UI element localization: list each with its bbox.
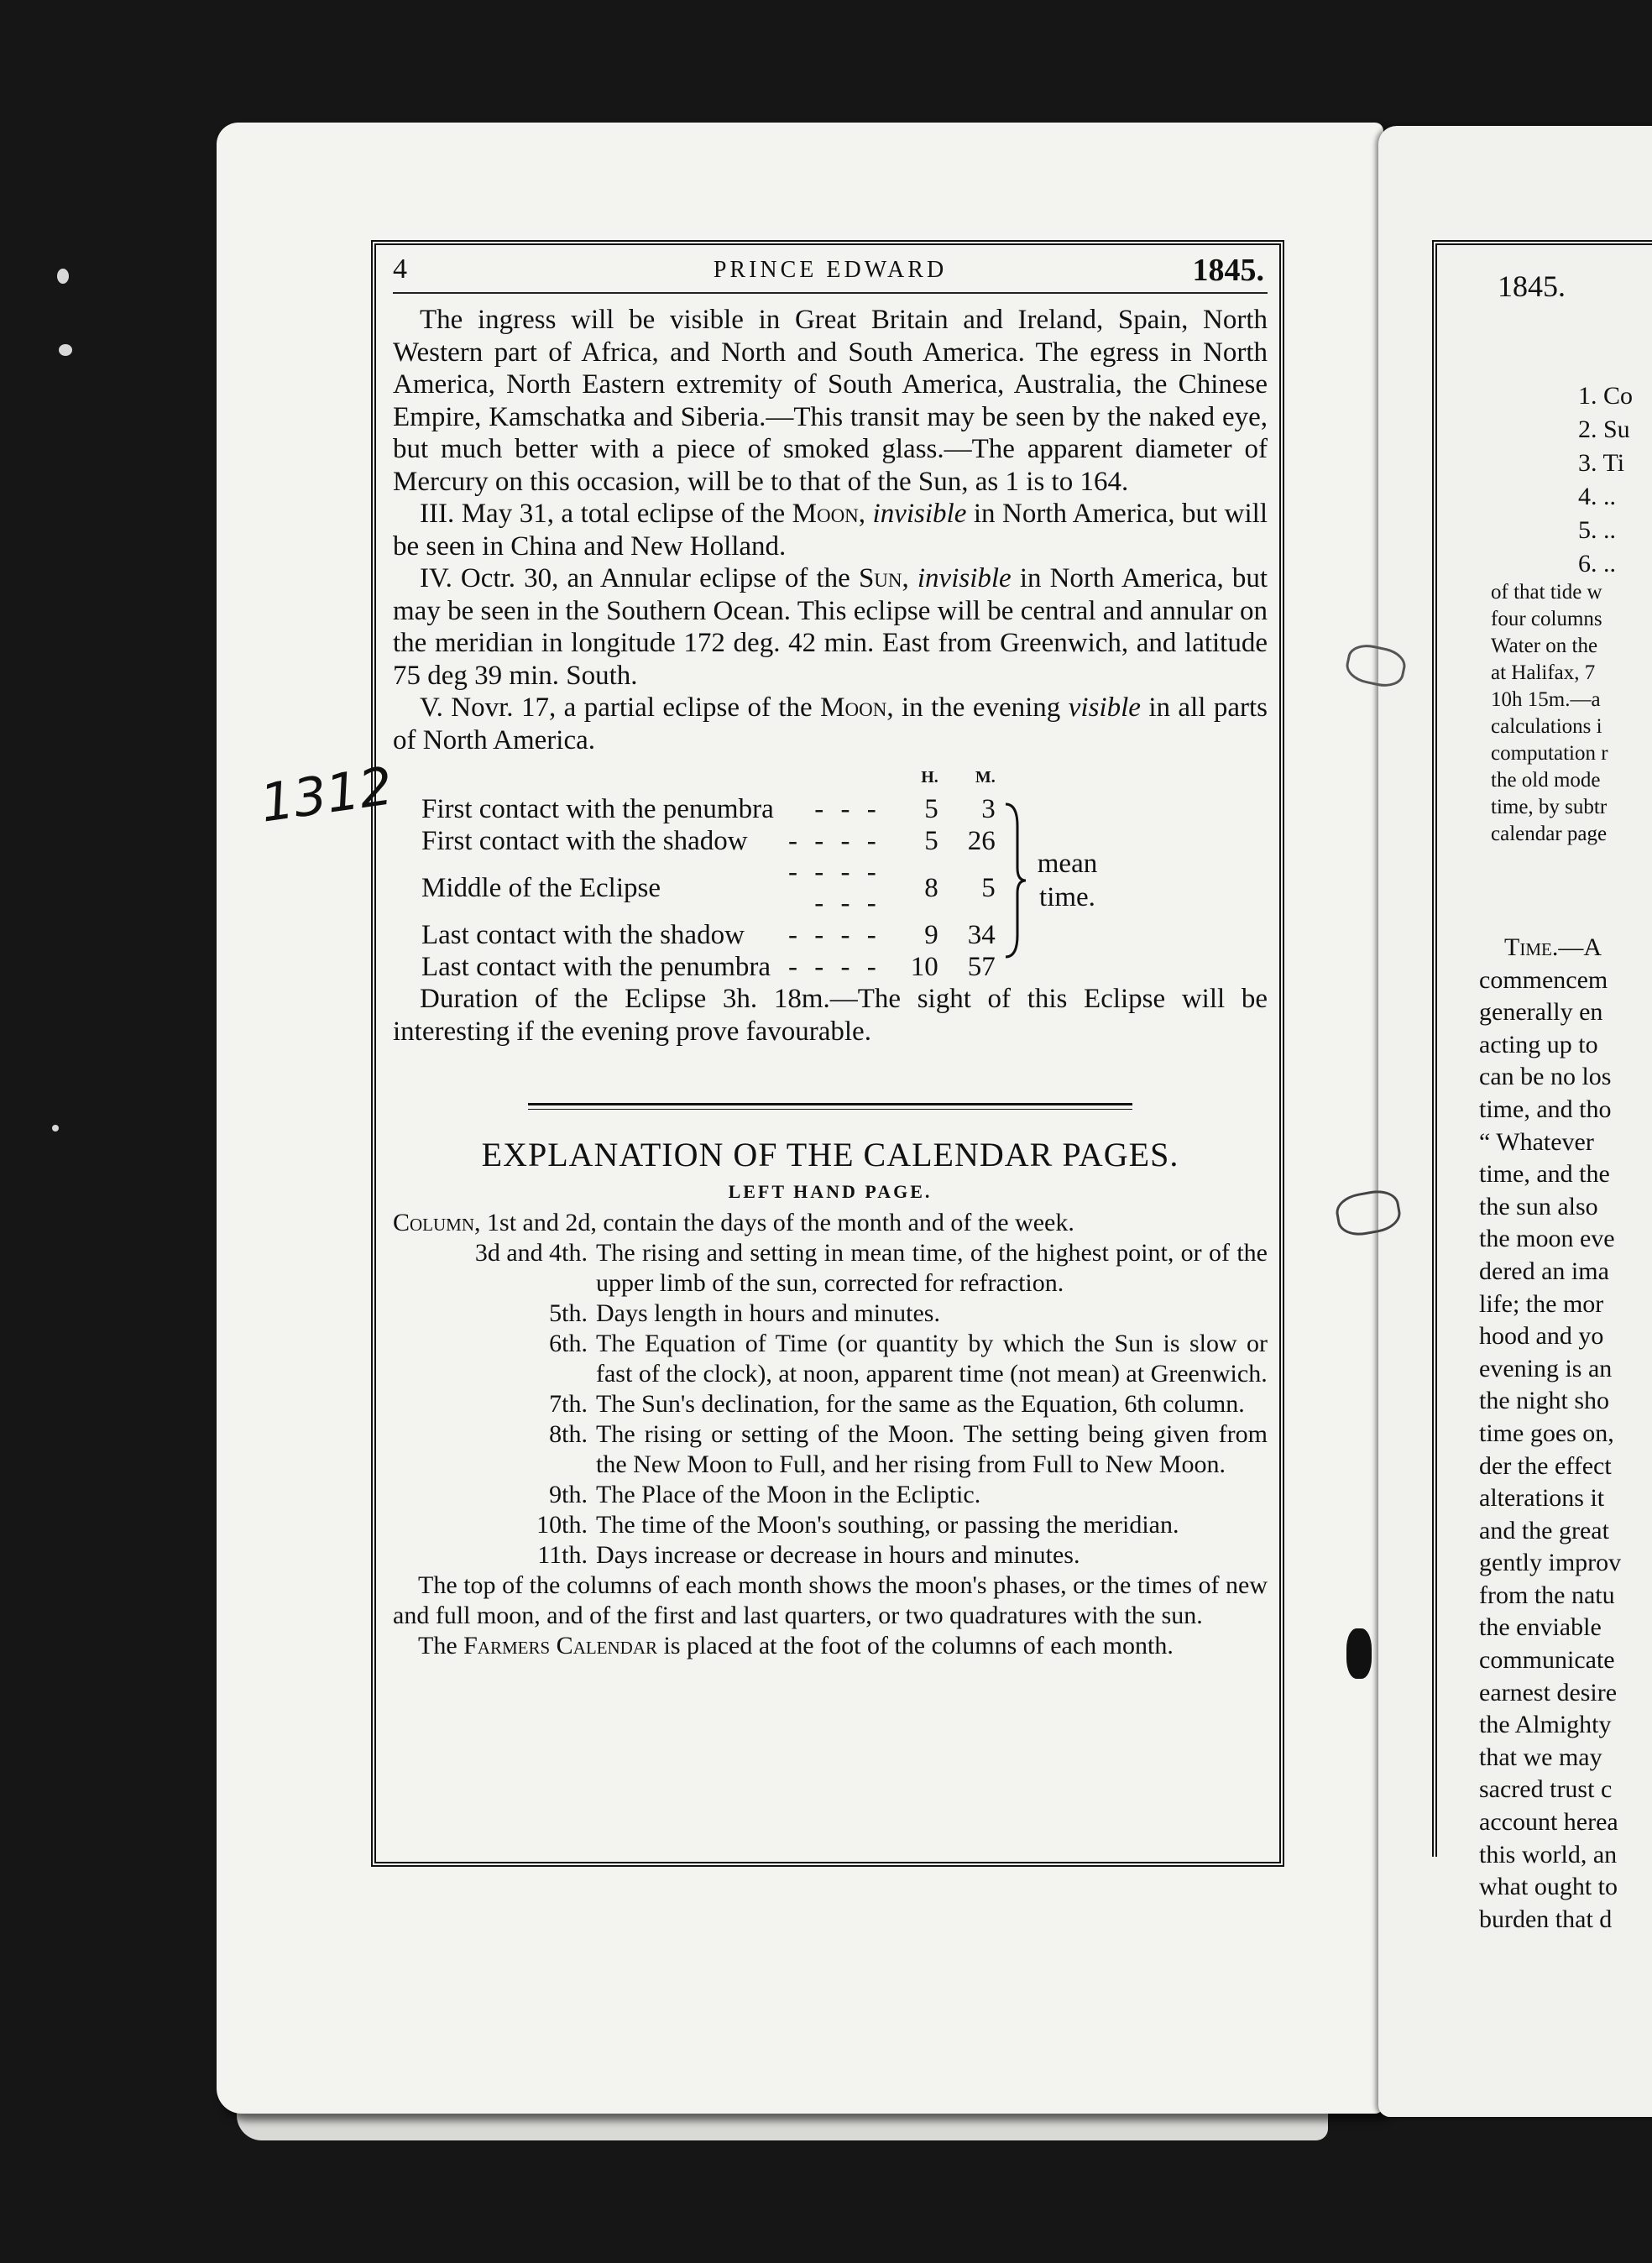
ink-blot	[1346, 1628, 1372, 1679]
table-row	[418, 951, 999, 983]
right-page-text-b: Time.—A commencem generally en acting up to can be no los time, and tho “ Whatever time, and the the sun also the moon eve dered an ima life; the mor hood and yo evening is an the night sho time goes on, der the effect alterations it and the great gently improv from the natu the enviable communicate earnest desire the Almighty that we may sacred trust c account herea this world, an what ought to burden that d	[1479, 933, 1622, 1933]
right-page-year: 1845.	[1498, 269, 1566, 303]
paragraph: The ingress will be visible in Great Britain and Ireland, Spain, North Western part of Africa, and North and South America. The egress in North America, North Eastern extremity of South America, Australia, the Chinese Empire, Kamschatka and Siberia.—This transit may be seen by the naked eye, but much better with a piece of smoked glass.—The apparent diameter of Mercury on this occasion, will be to that of the Sun, as 1 is to 164.	[393, 305, 1268, 497]
column-label: 8th.	[549, 1420, 588, 1448]
page-number: 4	[393, 253, 407, 285]
hours-cell: 9	[924, 919, 938, 950]
right-page-list	[1578, 379, 1633, 581]
farmers-note: The Farmers Calendar is placed at the foot of the columns of each month.	[418, 1632, 1174, 1659]
list-item: 4. ..	[1578, 483, 1616, 510]
hours-header: H.	[921, 767, 938, 787]
section-rule	[528, 1103, 1132, 1110]
section-subtitle: LEFT HAND PAGE.	[728, 1181, 933, 1202]
leader-dots: - - - - - - -	[788, 857, 881, 918]
hours-cell: 5	[924, 825, 938, 856]
list-item: 1. Co	[1578, 382, 1634, 410]
list-item	[393, 1329, 1268, 1389]
list-item	[393, 1299, 1268, 1329]
transit-text	[393, 304, 1268, 756]
column-text: Days length in hours and minutes.	[596, 1299, 940, 1327]
paragraph: V. Novr. 17, a partial eclipse of the Moon, in the evening visible in all parts of North America.	[393, 692, 1268, 755]
column-label: 11th.	[537, 1541, 588, 1569]
event-cell: Last contact with the shadow	[421, 919, 745, 950]
event-cell: First contact with the penumbra	[421, 793, 774, 824]
mean-time-label: mean time.	[1037, 849, 1098, 912]
event-cell: Middle of the Eclipse	[421, 872, 661, 903]
column-explanations	[393, 1208, 1268, 1661]
table-row	[418, 857, 999, 919]
minutes-cell: 5	[981, 872, 996, 903]
hours-cell: 10	[910, 951, 938, 982]
column-label: 9th.	[549, 1481, 588, 1508]
running-title: PRINCE EDWARD	[713, 257, 948, 283]
minutes-cell: 57	[967, 951, 996, 982]
table-header	[418, 761, 999, 793]
list-item: 5. ..	[1578, 516, 1616, 544]
section-title: EXPLANATION OF THE CALENDAR PAGES.	[481, 1136, 1179, 1173]
page-content	[393, 245, 1268, 1862]
column-text: The Equation of Time (or quantity by which the Sun is slow or fast of the clock), at noon, apparent time (not mean) at Greenwich.	[596, 1330, 1268, 1388]
scan-speck	[52, 1125, 59, 1132]
column-text: The rising and setting in mean time, of the highest point, or of the upper limb of the sun, corrected for refraction.	[596, 1239, 1268, 1297]
minutes-cell: 3	[981, 793, 996, 824]
event-cell: First contact with the shadow	[421, 825, 748, 856]
column-text: The rising or setting of the Moon. The setting being given from the New Moon to Full, and her rising from Full to New Moon.	[596, 1420, 1268, 1478]
handwritten-annotation: 1312	[256, 755, 397, 834]
column-word: Column	[393, 1209, 475, 1236]
column-text: The Sun's declination, for the same as the Equation, 6th column.	[596, 1390, 1245, 1418]
list-item	[393, 1480, 1268, 1510]
leader-dots: - - - -	[788, 919, 881, 950]
brace-icon	[1002, 801, 1027, 960]
phases-note: The top of the columns of each month shows the moon's phases, or the times of new and full moon, and of the first and last quarters, or two quadratures with the sun.	[393, 1571, 1268, 1629]
column-label: 10th.	[536, 1511, 588, 1539]
list-item	[393, 1540, 1268, 1571]
table-row	[418, 825, 999, 857]
list-item	[393, 1419, 1268, 1480]
column-label: 5th.	[549, 1299, 588, 1327]
event-cell: Last contact with the penumbra	[421, 951, 771, 982]
leader-dots: - - - -	[788, 825, 881, 856]
column-label: 6th.	[549, 1330, 588, 1357]
minutes-cell: 26	[967, 825, 996, 856]
paragraph: IV. Octr. 30, an Annular eclipse of the Sun, invisible in North America, but may be seen in the Southern Ocean. This eclipse will be central and annular on the meridian in longitude 172 deg. 42 min. East from Greenwich, and latitude 75 deg 39 min. South.	[393, 563, 1268, 691]
eclipse-times-table	[418, 761, 999, 983]
column-label: 7th.	[549, 1390, 588, 1418]
duration-text: Duration of the Eclipse 3h. 18m.—The sight of this Eclipse will be interesting if the evening prove favourable.	[393, 984, 1268, 1047]
column-text: The Place of the Moon in the Ecliptic.	[596, 1481, 981, 1508]
column-label: 3d and 4th.	[474, 1239, 588, 1267]
list-item: Column, 1st and 2d, contain the days of the month and of the week.	[393, 1209, 1074, 1236]
column-text: The time of the Moon's southing, or passing the meridian.	[596, 1511, 1179, 1539]
list-item	[393, 1510, 1268, 1540]
scan-speck	[57, 269, 69, 284]
eclipse-times	[393, 756, 1268, 983]
column-text: Days increase or decrease in hours and minutes.	[596, 1541, 1080, 1569]
page-frame	[371, 240, 1284, 1867]
paragraph: III. May 31, a total eclipse of the Moon, invisible in North America, but will be seen in China and New Holland.	[393, 499, 1268, 562]
minutes-header: M.	[975, 767, 996, 787]
list-item	[393, 1238, 1268, 1299]
table-row	[418, 793, 999, 825]
header-year: 1845.	[1192, 253, 1264, 288]
list-item: 3. Ti	[1578, 449, 1625, 477]
hours-cell: 8	[924, 872, 938, 903]
hours-cell: 5	[924, 793, 938, 824]
minutes-cell: 34	[967, 919, 996, 950]
list-item	[393, 1389, 1268, 1419]
leader-dots: - - - -	[788, 951, 881, 982]
list-item: 6. ..	[1578, 550, 1616, 578]
scan-speck	[59, 344, 72, 356]
leader-dots: - - -	[814, 793, 881, 824]
list-item: 2. Su	[1578, 415, 1630, 443]
right-page-text-a: of that tide w four columns Water on the at Halifax, 7 10h 15m.—a calculations i computation r the old mode time, by subtr calendar page	[1491, 581, 1608, 845]
table-row	[418, 919, 999, 951]
page-header	[393, 245, 1268, 294]
